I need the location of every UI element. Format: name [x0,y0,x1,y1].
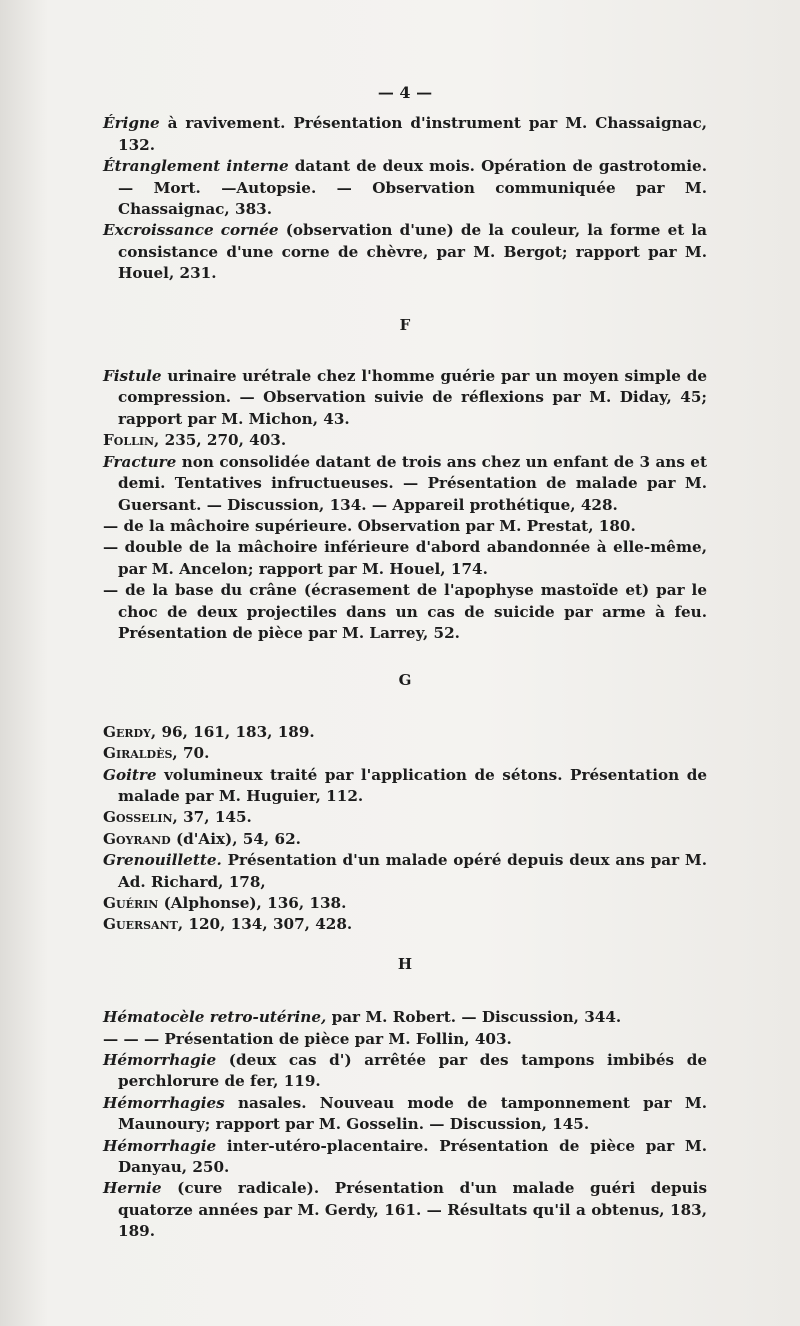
index-entry-excroissance [103,220,707,284]
index-entry-erigne [103,113,707,156]
index-entry-follin [103,430,707,451]
index-entry-fistule [103,366,707,430]
entry-text: , 37, 145. [172,808,252,827]
index-content [103,82,707,1243]
entry-term: Guérin [103,894,159,912]
entry-term: Fistule [103,367,162,386]
index-entry-etranglement [103,156,707,220]
index-entry-fracture-machoire-inf: — double de la mâchoire inférieure d'abord abandonnée à elle-même, par M. Ancelon; rapport par M. Houel, 174. [103,538,707,578]
index-entry-fracture [103,452,707,516]
entry-term: Goitre [103,765,157,784]
index-entry-hemorrhagie-utero [103,1136,707,1179]
entry-term: Grenouillette. [103,851,222,870]
entry-text: inter-utéro-placentaire. Présentation de pièce par M. Danyau, 250. [118,1136,707,1177]
entry-text: par M. Robert. — Discussion, 344. [326,1008,622,1027]
entry-term: Gosselin [103,808,173,827]
entry-term: Hématocèle retro-utérine, [103,1008,327,1027]
index-entry-grenouillette [103,850,707,893]
index-entry-hernie [103,1178,707,1242]
entry-text: nasales. Nouveau mode de tamponnement par M. Maunoury; rapport par M. Gosselin. — Discussion, 145. [118,1093,707,1134]
entry-term: Goyrand [103,829,171,848]
index-entry-goitre [103,765,707,808]
entry-term: Giraldès [103,744,173,763]
index-entry-fracture-crane: — de la base du crâne (écrasement de l'apophyse mastoïde et) par le choc de deux projectiles dans un cas de suicide par arme à feu. Présentation de pièce par M. Larrey, 52. [103,581,707,642]
entry-text: urinaire urétrale chez l'homme guérie par un moyen simple de compression. — Observation suivie de réflexions par M. Diday, 45; rapport par M. Michon, 43. [118,367,707,428]
section-letter-f: F [399,315,411,334]
entry-term: Fracture [103,452,177,471]
entry-term: Hémorrhagies [103,1093,225,1112]
entry-term: Hernie [103,1179,162,1198]
entry-term: Hémorrhagie [103,1051,217,1070]
index-entry-guersant [103,914,707,935]
index-entry-hematocele-piece: — — — Présentation de pièce par M. Follin, 403. [103,1029,512,1048]
entry-text: volumineux traité par l'application de sétons. Présentation de malade par M. Huguier, 112. [118,765,707,805]
entry-text: (cure radicale). Présentation d'un malade guéri depuis quatorze années par M. Gerdy, 161. — Résultats qu'il a obtenus, 183, 189. [118,1179,707,1241]
entry-text: (d'Aix), 54, 62. [170,829,301,848]
entry-text: (observation d'une) de la couleur, la forme et la consistance d'une corne de chèvre, par M. Bergot; rapport par M. Houel, 231. [118,221,707,283]
entry-term: Excroissance cornée [103,221,279,240]
index-entry-guerin [103,893,707,914]
entry-term: Follin [103,431,155,450]
entry-text: , 235, 270, 403. [154,431,287,450]
index-entry-gerdy [103,722,707,743]
entry-term: Érigne [103,114,160,133]
entry-term: Hémorrhagie [103,1136,217,1155]
page-number: — 4 — [377,83,433,102]
entry-text: Présentation d'un malade opéré depuis deux ans par M. Ad. Richard, 178, [118,851,707,891]
entry-text: non consolidée datant de trois ans chez un enfant de 3 ans et demi. Tentatives infructueuses. — Présentation de malade par M. Guersant. — Discussion, 134. — Appareil prothétique, 428. [118,452,707,514]
entry-text: , 96, 161, 183, 189. [150,722,315,741]
index-entry-hematocele [103,1007,707,1028]
entry-term: Étranglement interne [103,157,289,176]
index-entry-fracture-machoire-sup: — de la mâchoire supérieure. Observation par M. Prestat, 180. [103,516,636,535]
entry-text: (deux cas d') arrêtée par des tampons imbibés de perchlorure de fer, 119. [118,1051,707,1091]
index-entry-hemorrhagie-cas [103,1050,707,1093]
entry-text: , 70. [172,744,210,763]
entry-term: Gerdy [103,722,151,741]
entry-text: datant de deux mois. Opération de gastrotomie. — Mort. —Autopsie. — Observation communiquée par M. Chassaignac, 383. [118,157,707,219]
index-entry-goyrand [103,829,707,850]
section-letter-h: H [397,954,413,973]
entry-text: à ravivement. Présentation d'instrument par M. Chassaignac, 132. [118,114,707,154]
index-entry-gosselin [103,807,707,828]
entry-text: , 120, 134, 307, 428. [177,915,353,934]
entry-term: Guersant [103,915,178,934]
index-entry-hemorrhagies-nasales [103,1093,707,1136]
entry-text: (Alphonse), 136, 138. [158,894,347,912]
section-letter-g: G [398,671,412,690]
index-entry-giraldes [103,743,707,764]
